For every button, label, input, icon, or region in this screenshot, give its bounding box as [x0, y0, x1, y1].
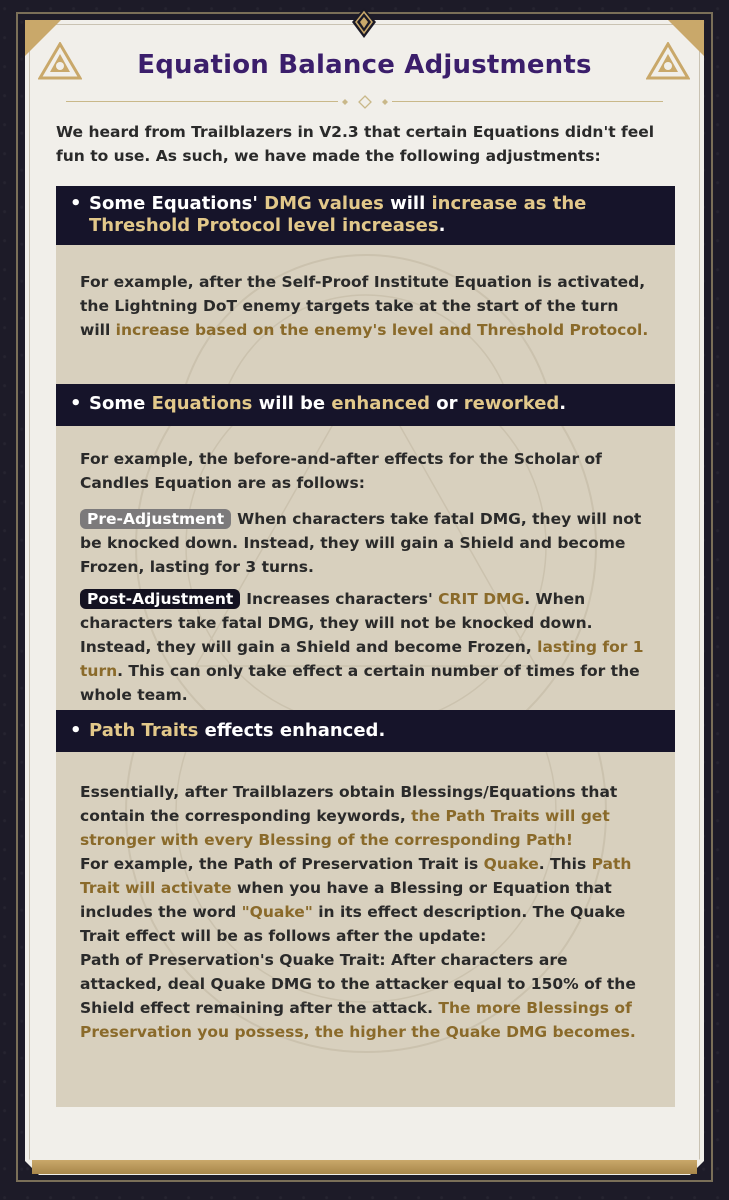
- body-text: when you have a Blessing or Equation that includes the word: [80, 879, 612, 921]
- section-heading-3: [56, 710, 675, 752]
- heading-text: Some: [89, 393, 152, 414]
- body-text: Essentially, after Trailblazers obtain Blessings/Equations that contain the corresponding keywords,: [80, 783, 618, 825]
- body-paragraph: For example, the before-and-after effects for the Scholar of Candles Equation are as follows:: [80, 450, 602, 492]
- intro-text: We heard from Trailblazers in V2.3 that certain Equations didn't feel fun to use. As such, we have made the following adjustments:: [56, 123, 655, 165]
- section-body-1: [56, 245, 675, 384]
- body-highlight: increase based on the enemy's level and Threshold Protocol.: [115, 321, 649, 339]
- post-adjustment-paragraph: [80, 587, 649, 707]
- body-highlight: Path Trait will activate: [80, 855, 632, 897]
- heading-text: will be: [252, 393, 332, 414]
- heading-highlight: Equations: [151, 393, 253, 414]
- bullet-icon: •: [70, 393, 82, 414]
- page-title: Equation Balance Adjustments: [137, 50, 592, 80]
- body-text: . This: [538, 855, 592, 873]
- section-heading-1: [56, 186, 675, 245]
- heading-highlight: DMG values: [264, 193, 384, 214]
- body-highlight: Quake: [483, 855, 539, 873]
- body-paragraph: [80, 780, 649, 852]
- heading-highlight: reworked: [463, 393, 560, 414]
- body-text: For example, after the Self-Proof Institute Equation is activated, the Lightning DoT enemy targets take at the start of the turn will: [80, 273, 646, 339]
- pre-adjustment-paragraph: [80, 507, 649, 579]
- heading-text: .: [438, 215, 446, 236]
- section-heading-2: [56, 384, 675, 426]
- body-paragraph: [80, 270, 649, 342]
- body-text: Path of Preservation's Quake Trait: After characters are attacked, deal Quake DMG to the attacker equal to 150% of the Shield effect remaining after the attack.: [80, 951, 636, 1017]
- body-text: . When characters take fatal DMG, they will not be knocked down. Instead, they will gain a Shield and become Frozen,: [80, 590, 593, 656]
- heading-text: .: [559, 393, 567, 414]
- heading-text: will: [383, 193, 432, 214]
- pre-adjustment-tag: Pre-Adjustment: [80, 509, 231, 529]
- section-body-3: [56, 752, 675, 1107]
- body-highlight: the Path Traits will get stronger with every Blessing of the corresponding Path!: [80, 807, 610, 849]
- body-text: For example, the Path of Preservation Trait is: [80, 855, 484, 873]
- body-text: . This can only take effect a certain number of times for the whole team.: [80, 662, 640, 704]
- body-paragraph: [80, 948, 649, 1044]
- body-paragraph: [80, 852, 649, 948]
- divider-diamonds-icon: [338, 95, 392, 109]
- diamond-emblem-icon: [352, 8, 376, 38]
- gold-bottom-bar: [32, 1160, 697, 1174]
- heading-highlight: enhanced: [331, 393, 430, 414]
- body-text: When characters take fatal DMG, they will not be knocked down. Instead, they will gain a Shield and become Frozen, lasting for 3 turns.: [80, 510, 642, 576]
- post-adjustment-tag: Post-Adjustment: [80, 589, 240, 609]
- heading-highlight: increase as the Threshold Protocol level increases: [89, 193, 587, 236]
- body-text: in its effect description. The Quake Trait effect will be as follows after the update:: [80, 903, 626, 945]
- bullet-icon: •: [70, 193, 82, 214]
- body-highlight: CRIT DMG: [438, 590, 525, 608]
- bullet-icon: •: [70, 720, 82, 741]
- body-highlight: lasting for 1 turn: [80, 638, 644, 680]
- heading-text: effects enhanced.: [198, 720, 386, 741]
- heading-text: Some Equations': [89, 193, 265, 214]
- body-text: Increases characters': [246, 590, 439, 608]
- body-highlight: The more Blessings of Preservation you possess, the higher the Quake DMG becomes.: [80, 999, 636, 1041]
- heading-highlight: Path Traits: [89, 720, 199, 741]
- heading-text: or: [429, 393, 464, 414]
- section-body-2: [56, 426, 675, 710]
- body-highlight: "Quake": [241, 903, 313, 921]
